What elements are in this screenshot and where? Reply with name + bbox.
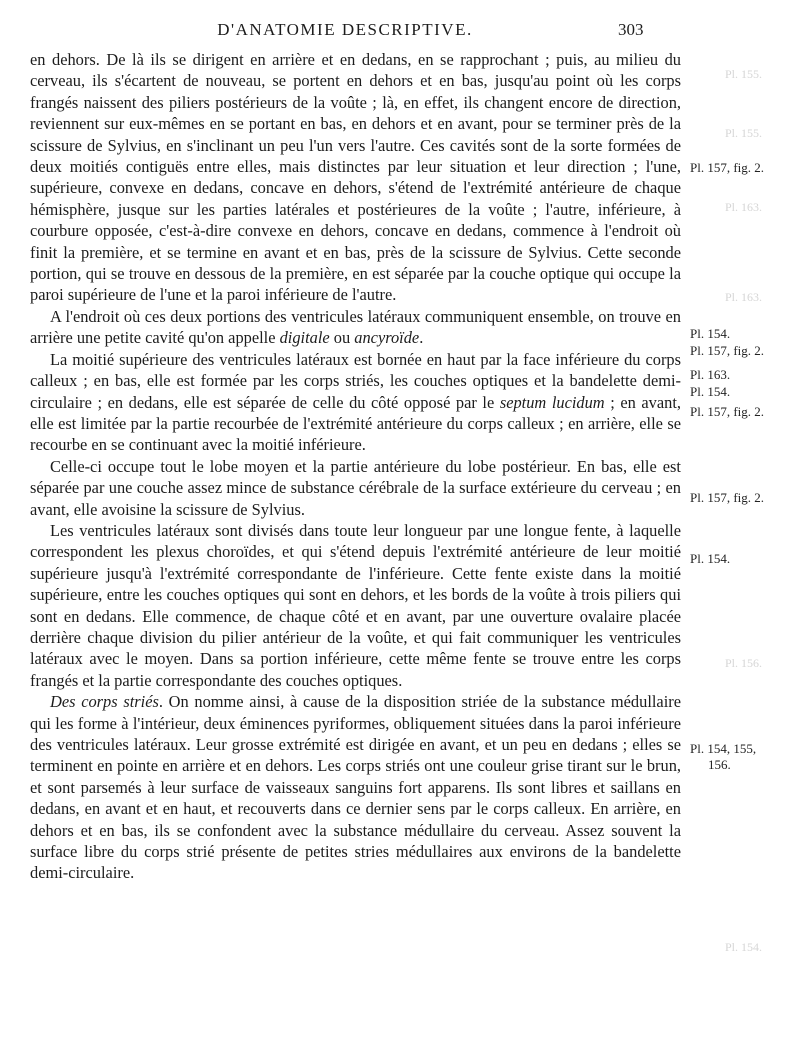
show-through-text: Pl. 154. bbox=[725, 940, 763, 954]
show-through-text: Pl. 155. bbox=[725, 67, 763, 81]
italic-term: ancyroïde bbox=[354, 328, 420, 348]
show-through-text: Pl. 155. bbox=[725, 126, 763, 140]
paragraph-text: ou bbox=[329, 328, 355, 348]
italic-term: septum lucidum bbox=[499, 392, 605, 412]
margin-plate-reference: Pl. 157, fig. 2. bbox=[690, 160, 765, 175]
margin-plate-reference: Pl. 154, 155, bbox=[690, 741, 757, 756]
paragraph bbox=[30, 306, 681, 349]
running-title: D'ANATOMIE DESCRIPTIVE. bbox=[217, 20, 473, 39]
body-text bbox=[30, 49, 681, 884]
paragraph-text: ; en avant, elle est limitée par la partie recourbée de l'extrémité antérieure du corps calleux ; en arrière, elle se recourbe en se continuant avec la moitié inférieure. bbox=[30, 392, 681, 455]
margin-plate-reference: Pl. 157, fig. 2. bbox=[690, 343, 765, 358]
paragraph-text: en dehors. De là ils se dirigent en arrière et en dedans, en se rapprochant ; puis, au milieu du cerveau, ils s'écartent de nouveau, se portent en dehors et en bas, jusqu'au point où les corps frangés naissent des piliers postérieurs de la voûte ; là, en effet, ils changent encore de direction, reviennent sur eux-mêmes en se portant en bas, en dehors et en avant, pour se terminer près de la scissure de Sylvius, en s'inclinant un peu l'un vers l'autre. Ces cavités sont de la sorte formées de deux moitiés contiguës entre elles, mais distinctes par leur situation et leur direction ; l'une, supérieure, convexe en dedans, concave en dehors, s'étend de l'extrémité antérieure de chaque hémisphère, jusque sur les parties latérales et postérieures de la voûte ; l'autre, inférieure, à courbure opposée, c'est-à-dire convexe en dehors, concave en dedans, commence à l'endroit où finit la première, et se termine en avant et en bas, près de la scissure de Sylvius. Cette seconde portion, qui se trouve en dessous de la première, en est séparée par la couche optique qui occupe la paroi supérieure de l'une et la paroi inférieure de l'autre. bbox=[30, 50, 681, 305]
paragraph bbox=[30, 520, 681, 691]
show-through-text: Pl. 163. bbox=[725, 290, 763, 304]
paragraph-text: . bbox=[419, 328, 424, 348]
margin-plate-reference: Pl. 157, fig. 2. bbox=[690, 490, 765, 505]
italic-term: digitale bbox=[279, 328, 330, 348]
paragraph bbox=[30, 349, 681, 456]
margin-plate-reference: Pl. 157, fig. 2. bbox=[690, 404, 765, 419]
margin-plate-reference: Pl. 154. bbox=[690, 384, 731, 399]
section-heading: Des corps striés bbox=[50, 692, 159, 712]
paragraph-text: Celle-ci occupe tout le lobe moyen et la partie antérieure du lobe postérieur. En bas, elle est séparée par une couche assez mince de substance cérébrale de la surface extérieure du cerveau ; en avant, elle avoisine la scissure de Sylvius. bbox=[30, 456, 681, 519]
show-through-text: Pl. 163. bbox=[725, 200, 763, 214]
margin-plate-reference: Pl. 163. bbox=[690, 367, 731, 382]
paragraph-text: . On nomme ainsi, à cause de la disposition striée de la substance médullaire qui les forme à l'intérieur, deux éminences pyriformes, obliquement situées dans la paroi inférieure des ventricules latéraux. Leur grosse extrémité est dirigée en avant, et un peu en dedans ; elles se terminent en pointe en arrière et en dehors. Les corps striés ont une couleur grise tirant sur le brun, et sont parsemés à leur surface de vaisseaux sanguins fort apparens. Ils sont libres et saillans en dedans, en avant et en haut, et recouverts dans ce dernier sens par le corps calleux. En arrière, en dehors et en bas, ils se confondent avec la substance médullaire du cerveau. Assez souvent la surface libre du corps strié présente de petites stries médullaires aux environs de la bandelette demi-circulaire. bbox=[30, 692, 681, 883]
paragraph bbox=[30, 691, 681, 884]
paragraph bbox=[30, 49, 681, 306]
paragraph-text: Les ventricules latéraux sont divisés dans toute leur longueur par une longue fente, à laquelle correspondent les plexus choroïdes, et qui s'étend depuis l'extrémité antérieure de leur moitié supérieure jusqu'à l'extrémité correspondante de l'inférieure. Cette fente existe dans la moitié supérieure, entre les couches optiques qui sont en dehors, et les bords de la voûte à trois piliers qui sont en dedans. Elle commence, de chaque côté et en avant, par une ouverture ovalaire placée derrière chaque division du pilier antérieur de la voûte, et qui fait communiquer les ventricules latéraux avec le moyen. Dans sa portion inférieure, cette même fente se trouve entre les corps frangés et la partie correspondante des couches optiques. bbox=[30, 520, 681, 690]
page-number: 303 bbox=[618, 20, 644, 39]
paragraph bbox=[30, 456, 681, 520]
paragraph-text: La moitié supérieure des ventricules latéraux est bornée en haut par la face inférieure du corps calleux ; en bas, elle est formée par les corps striés, les couches optiques et la bandelette demi-circulaire ; en dedans, elle est séparée de celle du côté opposé par le bbox=[30, 349, 681, 412]
paragraph-text: A l'endroit où ces deux portions des ventricules latéraux communiquent ensemble, on trouve en arrière une petite cavité qu'on appelle bbox=[30, 306, 681, 348]
margin-plate-reference: Pl. 154. bbox=[690, 326, 731, 341]
margin-plate-reference: 156. bbox=[708, 757, 731, 772]
show-through-text: Pl. 156. bbox=[725, 656, 763, 670]
margin-plate-reference: Pl. 154. bbox=[690, 551, 731, 566]
